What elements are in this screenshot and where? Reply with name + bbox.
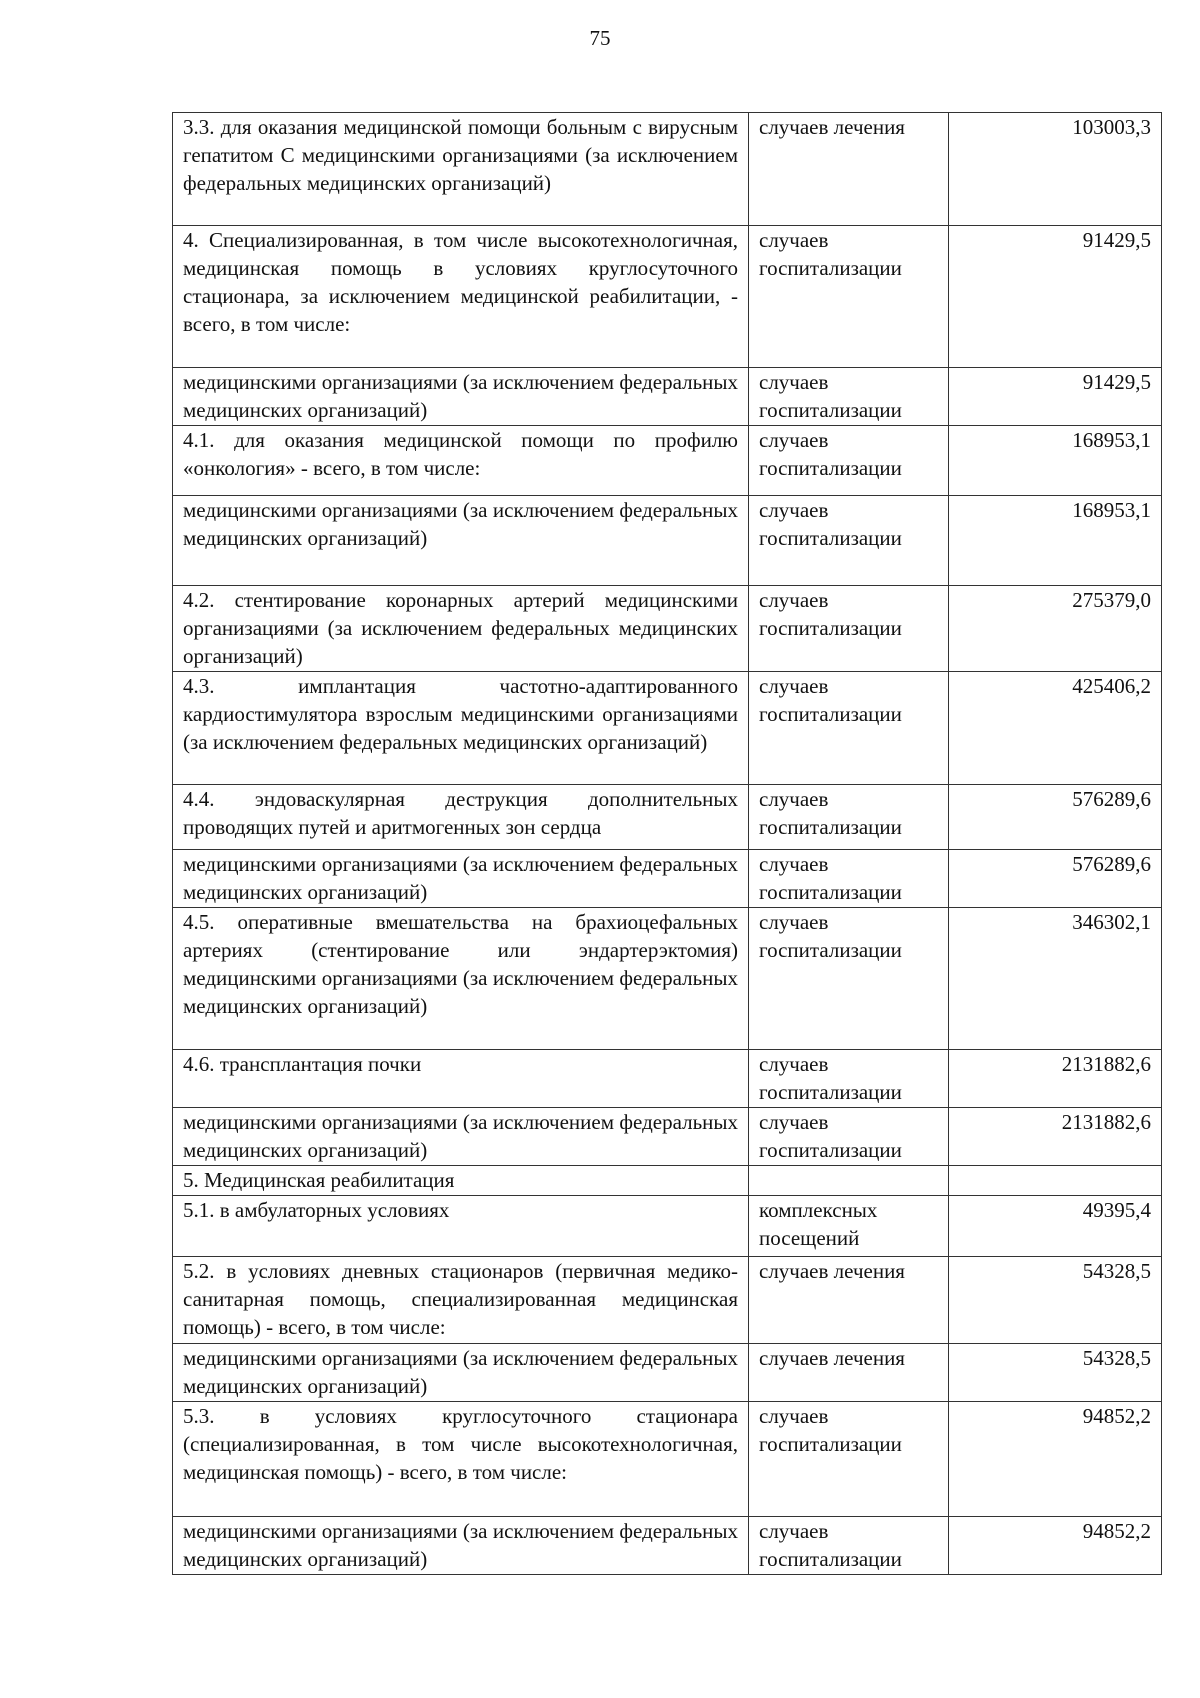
row-name: 4.3. имплантация частотно-адаптированного кардиостимулятора взрослым медицинскими организациями (за исключением федеральных медицинских организаций): [173, 672, 749, 785]
row-unit: комплексных посещений: [749, 1196, 949, 1257]
row-name: медицинскими организациями (за исключением федеральных медицинских организаций): [173, 1517, 749, 1575]
row-unit: случаев госпитализации: [749, 672, 949, 785]
row-value: 425406,2: [949, 672, 1162, 785]
row-unit: случаев госпитализации: [749, 785, 949, 850]
row-value: 576289,6: [949, 785, 1162, 850]
row-name: 4.5. оперативные вмешательства на брахиоцефальных артериях (стентирование или эндартерэктомия) медицинскими организациями (за исключением федеральных медицинских организаций): [173, 908, 749, 1050]
row-value: 54328,5: [949, 1257, 1162, 1344]
table-row: [173, 1402, 1162, 1517]
table-row: [173, 1196, 1162, 1257]
row-name: медицинскими организациями (за исключением федеральных медицинских организаций): [173, 496, 749, 586]
table-row: [173, 1344, 1162, 1402]
row-value: 168953,1: [949, 426, 1162, 496]
row-unit: случаев госпитализации: [749, 586, 949, 672]
table-row: [173, 1517, 1162, 1575]
table-row: [173, 908, 1162, 1050]
row-name: 4.6. трансплантация почки: [173, 1050, 749, 1108]
row-unit: случаев госпитализации: [749, 496, 949, 586]
table-row: [173, 672, 1162, 785]
table-row: [173, 1166, 1162, 1196]
table-row: [173, 785, 1162, 850]
row-value: 2131882,6: [949, 1050, 1162, 1108]
row-unit: случаев лечения: [749, 1344, 949, 1402]
row-value: [949, 1166, 1162, 1196]
table-row: [173, 368, 1162, 426]
row-name: 5.1. в амбулаторных условиях: [173, 1196, 749, 1257]
row-value: 2131882,6: [949, 1108, 1162, 1166]
row-unit: случаев госпитализации: [749, 226, 949, 368]
row-name: 3.3. для оказания медицинской помощи больным с вирусным гепатитом С медицинскими организациями (за исключением федеральных медицинских организаций): [173, 113, 749, 226]
row-name: 4. Специализированная, в том числе высокотехнологичная, медицинская помощь в условиях круглосуточного стационара, за исключением медицинской реабилитации, - всего, в том числе:: [173, 226, 749, 368]
row-unit: случаев госпитализации: [749, 1108, 949, 1166]
row-unit: случаев госпитализации: [749, 1517, 949, 1575]
row-name: медицинскими организациями (за исключением федеральных медицинских организаций): [173, 1344, 749, 1402]
row-value: 94852,2: [949, 1402, 1162, 1517]
row-unit: [749, 1166, 949, 1196]
table-row: [173, 496, 1162, 586]
table-row: [173, 850, 1162, 908]
row-value: 168953,1: [949, 496, 1162, 586]
tariff-table: [172, 112, 1162, 1575]
row-value: 94852,2: [949, 1517, 1162, 1575]
row-value: 49395,4: [949, 1196, 1162, 1257]
row-unit: случаев госпитализации: [749, 850, 949, 908]
table-row: [173, 1257, 1162, 1344]
row-unit: случаев лечения: [749, 113, 949, 226]
row-name: медицинскими организациями (за исключением федеральных медицинских организаций): [173, 368, 749, 426]
row-name: 4.1. для оказания медицинской помощи по профилю «онкология» - всего, в том числе:: [173, 426, 749, 496]
row-unit: случаев госпитализации: [749, 426, 949, 496]
row-unit: случаев госпитализации: [749, 1402, 949, 1517]
row-unit: случаев лечения: [749, 1257, 949, 1344]
row-name: медицинскими организациями (за исключением федеральных медицинских организаций): [173, 850, 749, 908]
row-value: 275379,0: [949, 586, 1162, 672]
row-name: 4.2. стентирование коронарных артерий медицинскими организациями (за исключением федеральных медицинских организаций): [173, 586, 749, 672]
row-value: 91429,5: [949, 226, 1162, 368]
table-row: [173, 426, 1162, 496]
row-value: 54328,5: [949, 1344, 1162, 1402]
table-row: [173, 226, 1162, 368]
row-value: 91429,5: [949, 368, 1162, 426]
row-name: 5.2. в условиях дневных стационаров (первичная медико-санитарная помощь, специализированная медицинская помощь) - всего, в том числе:: [173, 1257, 749, 1344]
row-value: 576289,6: [949, 850, 1162, 908]
row-unit: случаев госпитализации: [749, 368, 949, 426]
row-name: 5.3. в условиях круглосуточного стационара (специализированная, в том числе высокотехнологичная, медицинская помощь) - всего, в том числе:: [173, 1402, 749, 1517]
row-unit: случаев госпитализации: [749, 1050, 949, 1108]
row-name: 4.4. эндоваскулярная деструкция дополнительных проводящих путей и аритмогенных зон сердца: [173, 785, 749, 850]
table-row: [173, 586, 1162, 672]
table-row: [173, 113, 1162, 226]
row-name: медицинскими организациями (за исключением федеральных медицинских организаций): [173, 1108, 749, 1166]
row-value: 103003,3: [949, 113, 1162, 226]
page-number: 75: [589, 26, 611, 50]
table-row: [173, 1050, 1162, 1108]
row-name: 5. Медицинская реабилитация: [173, 1166, 749, 1196]
table-row: [173, 1108, 1162, 1166]
row-unit: случаев госпитализации: [749, 908, 949, 1050]
row-value: 346302,1: [949, 908, 1162, 1050]
